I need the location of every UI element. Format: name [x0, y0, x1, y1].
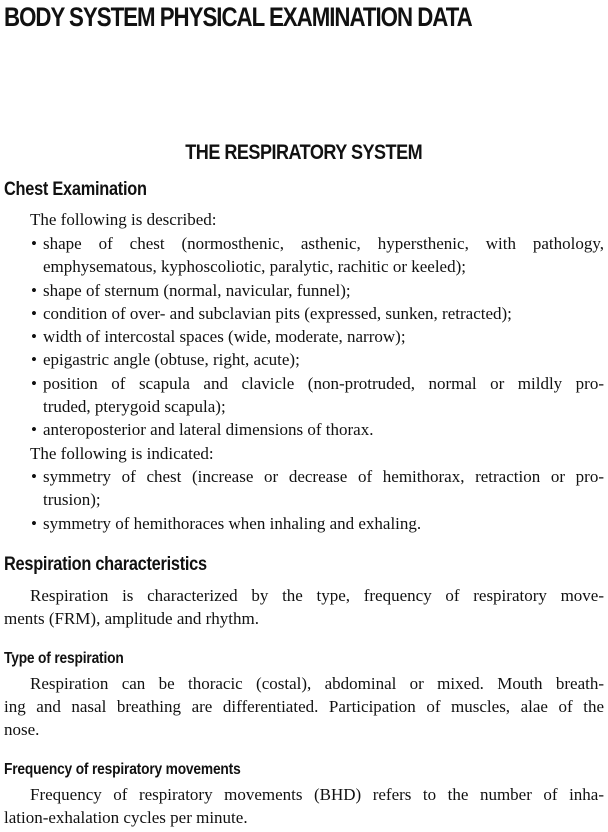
bullet-icon: •: [31, 304, 37, 323]
bullet-icon: •: [31, 350, 37, 369]
section-title: THE RESPIRATORY SYSTEM: [185, 141, 423, 164]
frequency-heading: Frequency of respiratory movements: [4, 761, 241, 778]
bullet-icon: •: [31, 514, 37, 533]
bullet-icon: •: [31, 374, 37, 393]
list-item-text: condition of over- and subclavian pits (expressed, sunken, retracted);: [43, 304, 512, 323]
bullet-icon: •: [31, 420, 37, 439]
paragraph-line: lation-exhalation cycles per minute.: [4, 808, 248, 827]
described-intro: The following is described:: [30, 210, 217, 229]
paragraph-line: nose.: [4, 720, 40, 739]
paragraph-line: ments (FRM), amplitude and rhythm.: [4, 609, 259, 628]
indicated-intro: The following is indicated:: [30, 444, 214, 463]
chest-examination-heading: Chest Examination: [4, 179, 147, 200]
paragraph-line: Respiration is characterized by the type, frequency of respiratory move-: [30, 586, 604, 605]
list-item-text: anteroposterior and lateral dimensions of thorax.: [43, 420, 374, 439]
list-item-text: trusion);: [43, 490, 101, 509]
list-item-text: shape of sternum (normal, navicular, funnel);: [43, 281, 351, 300]
bullet-icon: •: [31, 234, 37, 253]
paragraph-line: Frequency of respiratory movements (BHD) refers to the number of inha-: [30, 785, 604, 804]
bullet-icon: •: [31, 281, 37, 300]
bullet-icon: •: [31, 467, 37, 486]
list-item-text: epigastric angle (obtuse, right, acute);: [43, 350, 300, 369]
bullet-icon: •: [31, 327, 37, 346]
paragraph-line: Respiration can be thoracic (costal), abdominal or mixed. Mouth breath-: [30, 674, 604, 693]
paragraph-line: ing and nasal breathing are differentiated. Participation of muscles, alae of the: [4, 697, 604, 716]
list-item-text: width of intercostal spaces (wide, moderate, narrow);: [43, 327, 406, 346]
list-item-text: emphysematous, kyphoscoliotic, paralytic, rachitic or keeled);: [43, 257, 466, 276]
type-of-respiration-heading: Type of respiration: [4, 650, 124, 667]
list-item-text: truded, pterygoid scapula);: [43, 397, 226, 416]
list-item-text: shape of chest (normosthenic, asthenic, hypersthenic, with pathology,: [43, 234, 604, 253]
respiration-characteristics-heading: Respiration characteristics: [4, 554, 207, 575]
list-item-text: position of scapula and clavicle (non-protruded, normal or mildly pro-: [43, 374, 604, 393]
list-item-text: symmetry of hemithoraces when inhaling and exhaling.: [43, 514, 422, 533]
page-title: BODY SYSTEM PHYSICAL EXAMINATION DATA: [4, 2, 472, 32]
list-item-text: symmetry of chest (increase or decrease of hemithorax, retraction or pro-: [43, 467, 604, 486]
